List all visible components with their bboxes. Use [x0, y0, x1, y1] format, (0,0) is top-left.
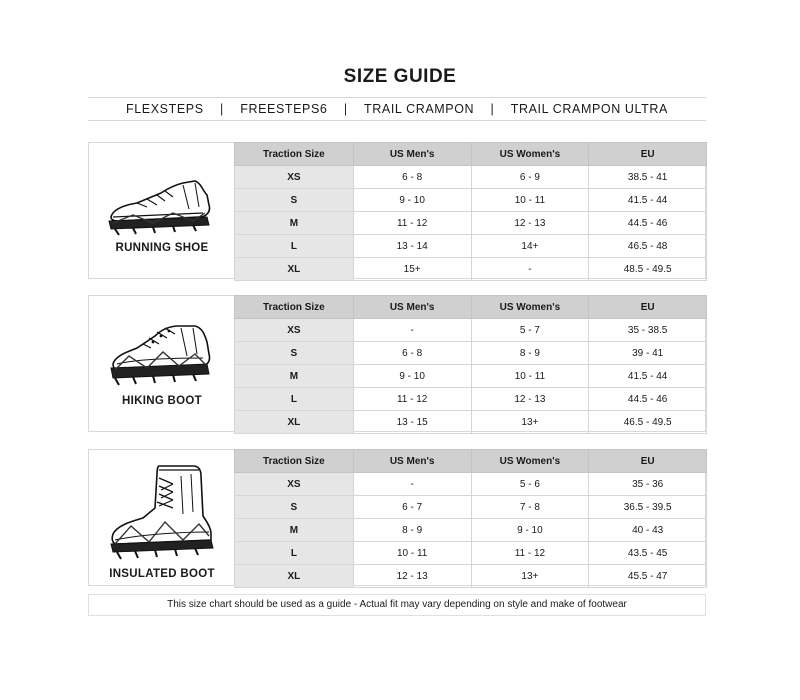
us-womens-cell: -: [471, 258, 589, 281]
shoe-cell: [89, 296, 235, 431]
shoe-cell: [89, 450, 235, 585]
us-mens-cell: 11 - 12: [353, 212, 471, 235]
header-us-womens: US Women's: [471, 143, 589, 166]
eu-cell: 43.5 - 45: [589, 542, 707, 565]
us-womens-cell: 13+: [471, 565, 589, 588]
traction-size-cell: S: [235, 189, 354, 212]
us-womens-cell: 14+: [471, 235, 589, 258]
eu-cell: 41.5 - 44: [589, 189, 707, 212]
eu-cell: 44.5 - 46: [589, 388, 707, 411]
table-row: [235, 258, 707, 281]
eu-cell: 40 - 43: [589, 519, 707, 542]
header-traction-size: Traction Size: [235, 450, 354, 473]
eu-cell: 44.5 - 46: [589, 212, 707, 235]
us-womens-cell: 12 - 13: [471, 388, 589, 411]
us-mens-cell: 6 - 8: [353, 342, 471, 365]
tab-flexsteps[interactable]: FLEXSTEPS: [126, 102, 204, 116]
us-mens-cell: 13 - 14: [353, 235, 471, 258]
table-row: [235, 473, 707, 496]
header-eu: EU: [589, 450, 707, 473]
us-womens-cell: 5 - 7: [471, 319, 589, 342]
us-womens-cell: 12 - 13: [471, 212, 589, 235]
insulated-boot-icon: [103, 460, 221, 564]
header-us-mens: US Men's: [353, 450, 471, 473]
us-mens-cell: 9 - 10: [353, 189, 471, 212]
us-mens-cell: 10 - 11: [353, 542, 471, 565]
table-row: [235, 496, 707, 519]
traction-size-cell: S: [235, 342, 354, 365]
us-womens-cell: 10 - 11: [471, 365, 589, 388]
us-mens-cell: -: [353, 473, 471, 496]
eu-cell: 38.5 - 41: [589, 166, 707, 189]
eu-cell: 46.5 - 49.5: [589, 411, 707, 434]
header-eu: EU: [589, 143, 707, 166]
traction-size-cell: M: [235, 365, 354, 388]
table-row: [235, 166, 707, 189]
us-womens-cell: 6 - 9: [471, 166, 589, 189]
us-womens-cell: 11 - 12: [471, 542, 589, 565]
us-mens-cell: 15+: [353, 258, 471, 281]
traction-size-cell: L: [235, 235, 354, 258]
disclaimer-note: This size chart should be used as a guide - Actual fit may vary depending on style and make of footwear: [88, 594, 706, 616]
tab-separator: |: [220, 102, 224, 116]
table-row: [235, 388, 707, 411]
table-row: [235, 519, 707, 542]
shoe-type-label: INSULATED BOOT: [109, 568, 215, 580]
product-tabs: [88, 97, 706, 121]
eu-cell: 46.5 - 48: [589, 235, 707, 258]
header-us-womens: US Women's: [471, 296, 589, 319]
size-section-hiking-boot: [88, 295, 706, 432]
eu-cell: 41.5 - 44: [589, 365, 707, 388]
shoe-cell: [89, 143, 235, 278]
eu-cell: 35 - 38.5: [589, 319, 707, 342]
traction-size-cell: XS: [235, 166, 354, 189]
us-mens-cell: 6 - 7: [353, 496, 471, 519]
eu-cell: 35 - 36: [589, 473, 707, 496]
table-row: [235, 565, 707, 588]
us-womens-cell: 13+: [471, 411, 589, 434]
traction-size-cell: XL: [235, 411, 354, 434]
traction-size-cell: XL: [235, 258, 354, 281]
eu-cell: 36.5 - 39.5: [589, 496, 707, 519]
running-shoe-icon: [103, 169, 221, 241]
table-header-row: [235, 296, 707, 319]
us-mens-cell: 11 - 12: [353, 388, 471, 411]
traction-size-cell: XS: [235, 319, 354, 342]
header-eu: EU: [589, 296, 707, 319]
us-mens-cell: -: [353, 319, 471, 342]
us-womens-cell: 9 - 10: [471, 519, 589, 542]
shoe-type-label: RUNNING SHOE: [115, 242, 209, 254]
us-mens-cell: 13 - 15: [353, 411, 471, 434]
us-mens-cell: 8 - 9: [353, 519, 471, 542]
us-mens-cell: 12 - 13: [353, 565, 471, 588]
us-womens-cell: 10 - 11: [471, 189, 589, 212]
tab-trail-crampon[interactable]: TRAIL CRAMPON: [364, 102, 475, 116]
us-womens-cell: 5 - 6: [471, 473, 589, 496]
tab-freesteps6[interactable]: FREESTEPS6: [240, 102, 328, 116]
shoe-type-label: HIKING BOOT: [122, 395, 202, 407]
eu-cell: 39 - 41: [589, 342, 707, 365]
traction-size-cell: XL: [235, 565, 354, 588]
page-title: SIZE GUIDE: [343, 66, 457, 87]
traction-size-cell: XS: [235, 473, 354, 496]
eu-cell: 48.5 - 49.5: [589, 258, 707, 281]
header-traction-size: Traction Size: [235, 143, 354, 166]
size-table: [234, 142, 707, 281]
us-mens-cell: 9 - 10: [353, 365, 471, 388]
tab-separator: |: [343, 102, 348, 116]
traction-size-cell: M: [235, 212, 354, 235]
us-mens-cell: 6 - 8: [353, 166, 471, 189]
size-section-insulated-boot: [88, 449, 706, 586]
size-table: [234, 295, 707, 434]
traction-size-cell: M: [235, 519, 354, 542]
table-header-row: [235, 143, 707, 166]
table-row: [235, 319, 707, 342]
size-section-running-shoe: [88, 142, 706, 279]
tab-trail-crampon-ultra[interactable]: TRAIL CRAMPON ULTRA: [510, 102, 668, 116]
table-row: [235, 365, 707, 388]
table-row: [235, 212, 707, 235]
us-womens-cell: 7 - 8: [471, 496, 589, 519]
size-table: [234, 449, 707, 588]
traction-size-cell: L: [235, 388, 354, 411]
traction-size-cell: L: [235, 542, 354, 565]
header-us-womens: US Women's: [471, 450, 589, 473]
table-row: [235, 542, 707, 565]
table-row: [235, 342, 707, 365]
table-header-row: [235, 450, 707, 473]
table-row: [235, 235, 707, 258]
tab-separator: |: [490, 102, 495, 116]
header-traction-size: Traction Size: [235, 296, 354, 319]
us-womens-cell: 8 - 9: [471, 342, 589, 365]
hiking-boot-icon: [103, 318, 221, 390]
table-row: [235, 411, 707, 434]
traction-size-cell: S: [235, 496, 354, 519]
header-us-mens: US Men's: [353, 296, 471, 319]
table-row: [235, 189, 707, 212]
eu-cell: 45.5 - 47: [589, 565, 707, 588]
header-us-mens: US Men's: [353, 143, 471, 166]
